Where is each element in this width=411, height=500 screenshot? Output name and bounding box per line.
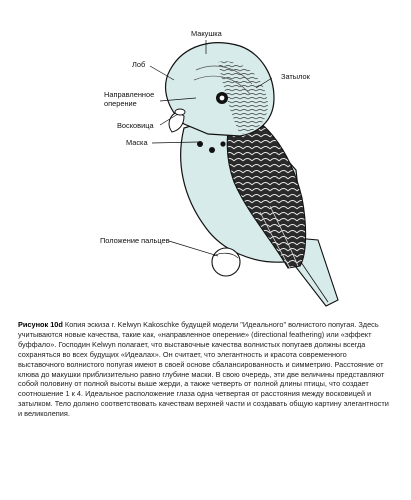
cere [175, 109, 185, 115]
mask-spot [220, 141, 225, 146]
caption-text: Копия эскиза г. Kelwyn Kakoschke будущей модели "Идеального" волнистого попугая. Здесь учитываются новые качества, такие как, «направленное оперение» (directional feathering) или «эффект буффало». Господин Kelwyn полагает, что выставочные качества волнистых попугаев должны всегда сохраняться во всех будущих «Идеалах». Он считает, что элегантность и красота современного выставочного волнистого попугая имеют в своей основе сбалансированность и симметрию. Расстояние от клюва до макушки приблизительно равно глубине маски. В свою очередь, эти две величины представляют собой половину от полной высоты выше жерди, а также четверть от полной длины птицы, что создает соотношение 1 к 4. Идеальное расположение глаза одна четвертая от расстояния между восковицей и затылком. Тело должно соответствовать качествам верхней части и создавать общую картину элегантности и великолепия. [18, 320, 389, 419]
figure-number: Рисунок 10d [18, 320, 63, 329]
mask-spot [209, 147, 215, 153]
toes [212, 248, 240, 276]
label-cere: Восковица [117, 121, 154, 130]
label-nape: Затылок [281, 72, 310, 81]
figure-caption [18, 320, 394, 419]
label-crown: Макушка [191, 29, 222, 38]
label-mask: Маска [126, 138, 148, 147]
label-directional-feathering-1: Направленное [104, 90, 155, 99]
label-directional-feathering-2: оперение [104, 99, 137, 108]
label-toe-position: Положение пальцев [100, 236, 170, 245]
beak [169, 109, 185, 132]
label-forehead: Лоб [132, 60, 146, 69]
